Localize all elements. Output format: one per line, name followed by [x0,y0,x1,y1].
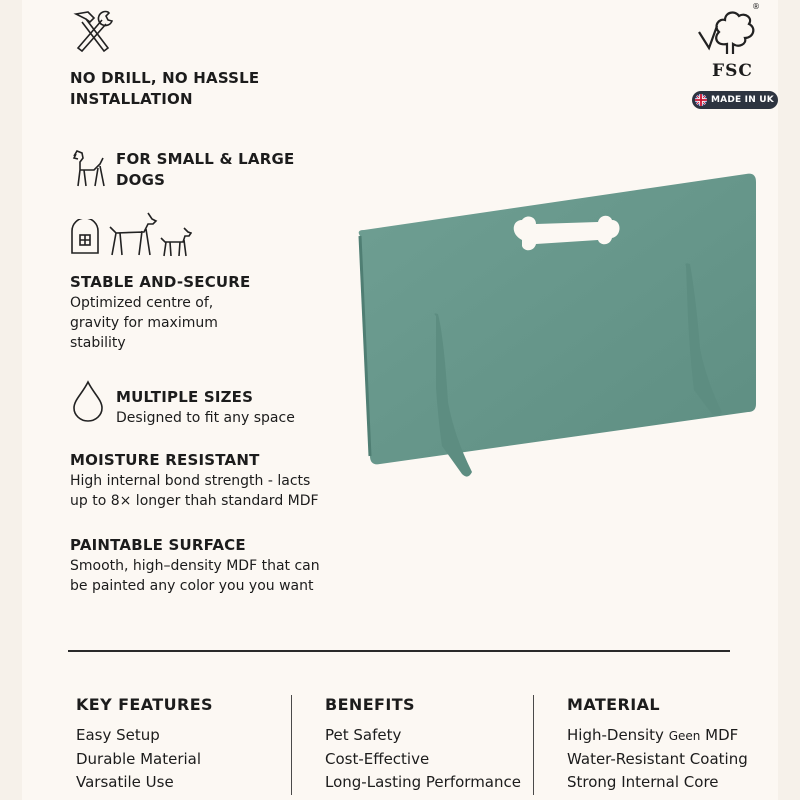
feature-sizes-line1: Designed to fit any space [116,410,295,426]
feature-no-drill-title-line2: INSTALLATION [70,90,193,108]
uk-flag-icon [695,94,707,106]
feature-stable-line3: stability [70,335,126,351]
fsc-tree-icon [697,4,763,62]
feature-sizes-title: MULTIPLE SIZES [116,388,254,406]
key-feature-item: Durable Material [76,750,202,768]
feature-paintable-line2: be painted any color you you want [70,578,314,594]
column-separator [291,695,292,795]
fsc-registered-mark: ® [752,2,760,11]
column-separator [533,695,534,795]
feature-no-drill-title: NO DRILL, NO HASSLE [70,69,260,87]
section-divider [68,650,730,652]
droplet-icon [72,380,104,422]
feature-moisture-line1: High internal bond strength - lacts [70,473,311,489]
feature-stable-line2: gravity for maximum [70,315,218,331]
key-feature-item: Varsatile Use [76,773,174,791]
material-item: Strong Internal Core [567,773,719,791]
fsc-text: FSC [712,61,753,81]
large-dog-icon [106,209,158,259]
key-features-heading: KEY FEATURES [76,695,213,714]
key-feature-item: Easy Setup [76,726,160,744]
feature-moisture-title: MOISTURE RESISTANT [70,451,260,469]
small-dog-icon [158,226,192,258]
feature-stable-title: STABLE AND-SECURE [70,273,251,291]
material-heading: MATERIAL [567,695,660,714]
made-in-uk-label: MADE IN UK [711,95,774,105]
feature-dogs-title: FOR SMALL & LARGE [116,150,295,168]
feature-moisture-line2: up to 8× longer thah standard MDF [70,493,319,509]
benefit-item: Pet Safety [325,726,402,744]
material-item: Water-Resistant Coating [567,750,748,768]
feature-dogs-title-line2: DOGS [116,171,166,189]
benefit-item: Long-Lasting Performance [325,773,521,791]
hammer-wrench-icon [68,8,118,54]
material-item-part: Geen [668,729,701,743]
feature-stable-line1: Optimized centre of, [70,295,214,311]
dog-icon [70,146,108,188]
benefit-item: Cost-Effective [325,750,430,768]
feature-paintable-line1: Smooth, high–density MDF that can [70,558,320,574]
material-item-part: High-Density [567,726,669,744]
material-item [567,726,738,744]
dog-door-icon [70,219,100,255]
benefits-heading: BENEFITS [325,695,415,714]
made-in-uk-badge [692,91,778,109]
feature-paintable-title: PAINTABLE SURFACE [70,536,246,554]
material-item-part: MDF [700,726,739,744]
dog-bone-sign-board-image [350,168,770,488]
